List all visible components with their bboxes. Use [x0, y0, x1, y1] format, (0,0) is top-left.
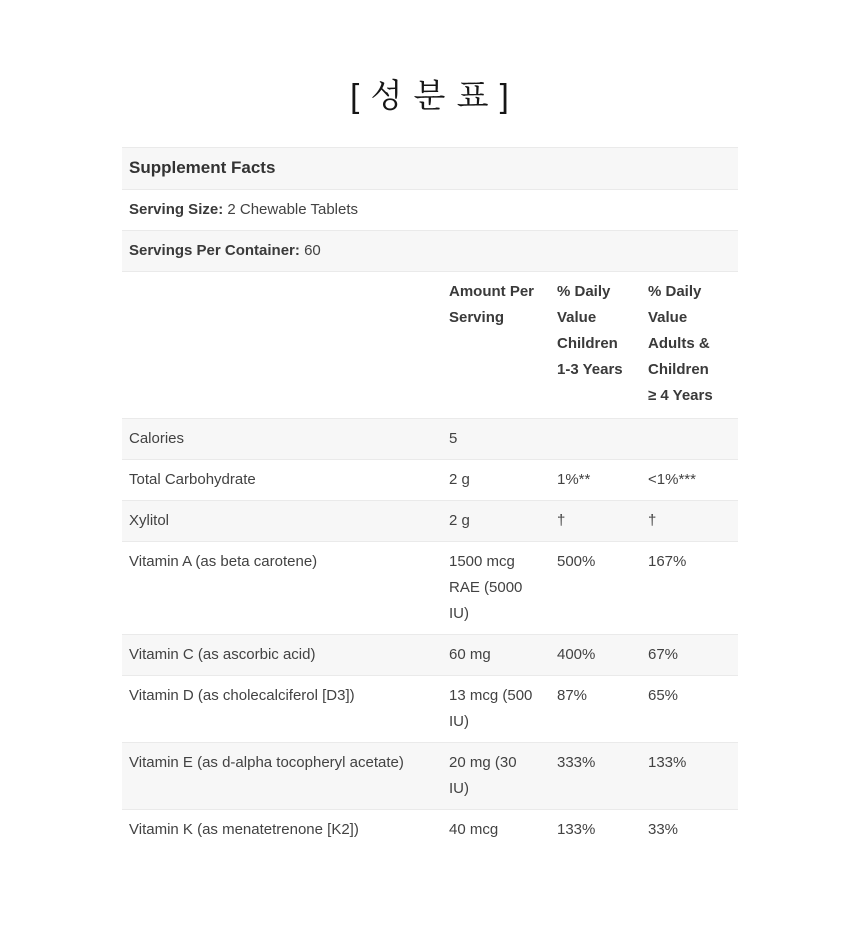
page-title: [ 성 분 표 ] [350, 77, 510, 114]
serving-size-label: Serving Size: [129, 201, 224, 218]
daily-value-children: 87% [557, 687, 588, 704]
nutrient-name: Vitamin C (as ascorbic acid) [129, 646, 316, 663]
table-row-xylitol [122, 500, 738, 541]
column-header-amount: Amount Per Serving [449, 283, 535, 326]
amount-per-serving: 1500 mcg RAE (5000 IU) [449, 553, 523, 622]
daily-value-children: † [557, 512, 566, 529]
amount-per-serving: 2 g [449, 471, 470, 488]
daily-value-children: 500% [557, 553, 596, 570]
servings-per-container-row [122, 230, 738, 271]
daily-value-adults: 167% [648, 553, 687, 570]
column-header-dv-adults: % Daily Value Adults & Children ≥ 4 Years [648, 283, 713, 404]
nutrient-name: Xylitol [129, 512, 170, 529]
table-row-vitamin-e [122, 742, 738, 809]
nutrient-name: Vitamin K (as menatetrenone [K2]) [129, 821, 359, 838]
nutrient-name: Vitamin E (as d-alpha tocopheryl acetate) [129, 754, 404, 771]
column-header-dv-children: % Daily Value Children 1-3 Years [557, 283, 623, 378]
serving-size-row [122, 189, 738, 230]
daily-value-adults: † [648, 512, 657, 529]
nutrient-name: Total Carbohydrate [129, 471, 256, 488]
nutrient-name: Vitamin D (as cholecalciferol [D3]) [129, 687, 355, 704]
table-row-vitamin-c [122, 634, 738, 675]
table-row-vitamin-k [122, 809, 738, 850]
nutrient-name: Calories [129, 430, 185, 447]
daily-value-adults: 33% [648, 821, 679, 838]
daily-value-children: 400% [557, 646, 596, 663]
table-row-total-carbohydrate [122, 459, 738, 500]
servings-per-container-label: Servings Per Container: [129, 242, 300, 259]
table-row-vitamin-d [122, 675, 738, 742]
daily-value-adults: 65% [648, 687, 679, 704]
amount-per-serving: 20 mg (30 IU) [449, 754, 517, 797]
amount-per-serving: 5 [449, 430, 458, 447]
supplement-facts-heading: Supplement Facts [129, 158, 276, 177]
supplement-facts-table [122, 147, 738, 850]
daily-value-children: 333% [557, 754, 596, 771]
amount-per-serving: 60 mg [449, 646, 491, 663]
daily-value-children: 133% [557, 821, 596, 838]
daily-value-adults: <1%*** [648, 471, 696, 488]
daily-value-adults [648, 426, 738, 452]
table-row-vitamin-a [122, 541, 738, 634]
servings-per-container-value: 60 [304, 242, 321, 259]
daily-value-adults: 133% [648, 754, 687, 771]
column-header-nutrient [122, 279, 449, 409]
table-row-calories [122, 418, 738, 459]
daily-value-children: 1%** [557, 471, 591, 488]
column-header-row [122, 271, 738, 418]
serving-size-value: 2 Chewable Tablets [227, 201, 359, 218]
daily-value-children [557, 426, 648, 452]
supplement-facts-heading-row [122, 147, 738, 189]
daily-value-adults: 67% [648, 646, 679, 663]
amount-per-serving: 2 g [449, 512, 470, 529]
nutrient-name: Vitamin A (as beta carotene) [129, 553, 318, 570]
amount-per-serving: 40 mcg [449, 821, 499, 838]
amount-per-serving: 13 mcg (500 IU) [449, 687, 533, 730]
